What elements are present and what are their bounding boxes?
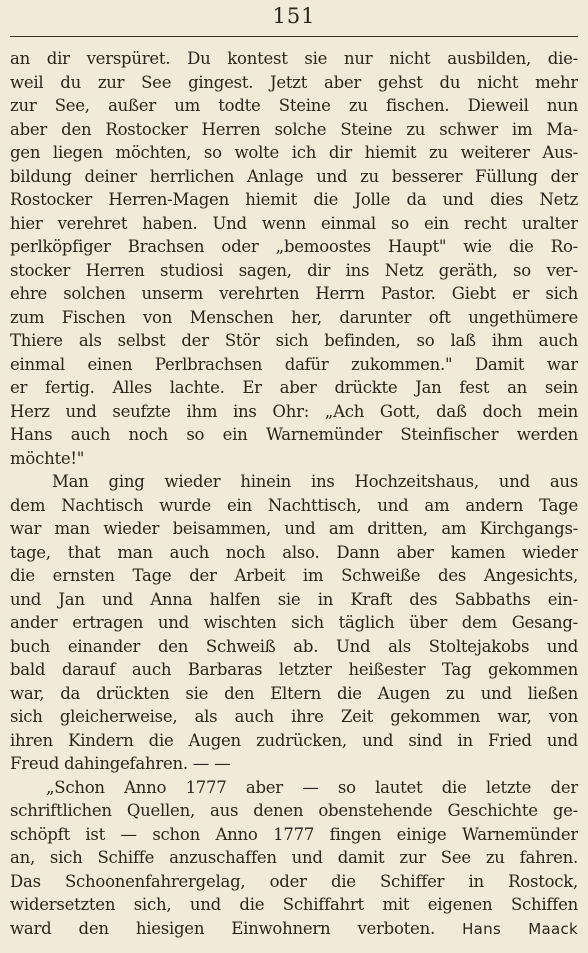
paragraph-start-line: Man ging wieder hinein ins Hochzeitshaus, und aus: [52, 472, 578, 491]
text-line: weil du zur See gingest. Jetzt aber gehst du nicht mehr: [10, 72, 578, 92]
text-line: er fertig. Alles lachte. Er aber drückte Jan fest an sein: [10, 378, 578, 397]
paragraph-start-line: „Schon Anno 1777 aber — so lautet die letzte der: [46, 777, 578, 797]
text-line: schöpft ist — schon Anno 1777 fingen einige Warnemünder: [10, 824, 578, 844]
text-line: bildung deiner herrlichen Anlage und zu besserer Füllung der: [10, 166, 578, 186]
text-line: Das Schoonenfahrergelag, oder die Schiffer in Rostock,: [10, 871, 578, 891]
text-line: ihren Kindern die Augen zudrücken, und sind in Fried und: [10, 730, 578, 750]
text-line: perlköpfiger Brachsen oder „bemoostes Haupt" wie die Ro-: [10, 237, 578, 256]
text-line: möchte!": [10, 448, 85, 468]
author-signature: Hans Maack: [462, 919, 578, 938]
page-number: 151: [272, 4, 316, 28]
text-line: Rostocker Herren-Magen hiemit die Jolle da und dies Netz: [10, 190, 578, 209]
final-line-text: ward den hiesigen Einwohnern verboten.: [10, 918, 435, 938]
text-line: schriftlichen Quellen, aus denen obenstehende Geschichte ge-: [10, 801, 578, 820]
text-line: gen liegen möchten, so wolte ich dir hiemit zu weiterer Aus-: [10, 143, 578, 162]
text-line: an dir verspüret. Du kontest sie nur nicht ausbilden, die-: [10, 49, 578, 68]
text-line: ander ertragen und wischten sich täglich über dem Gesang-: [10, 613, 578, 632]
text-line: aber den Rostocker Herren solche Steine zu schwer im Ma-: [10, 119, 578, 139]
text-line: Hans auch noch so ein Warnemünder Steinfischer werden: [10, 425, 578, 444]
text-line: und Jan und Anna halfen sie in Kraft des Sabbaths ein-: [10, 589, 578, 609]
text-line: hier verehret haben. Und wenn einmal so ein recht uralter: [10, 213, 578, 233]
text-line: dem Nachtisch wurde ein Nachttisch, und am andern Tage: [10, 495, 578, 515]
text-line: Freud dahingefahren. — —: [10, 754, 231, 773]
body-text: [10, 47, 578, 940]
text-line: einmal einen Perlbrachsen dafür zukommen." Damit war: [10, 354, 578, 374]
text-line: buch einander den Schweiß ab. Und als Stoltejakobs und: [10, 636, 578, 656]
text-line: bald darauf auch Barbaras letzter heißester Tag gekommen: [10, 660, 578, 679]
text-line: war man wieder beisammen, und am dritten, am Kirchgangs-: [10, 519, 578, 538]
text-line: widersetzten sich, und die Schiffahrt mit eigenen Schiffen: [10, 895, 578, 914]
text-line: sich gleicherweise, als auch ihre Zeit gekommen war, von: [10, 707, 578, 726]
final-line: [10, 917, 578, 941]
text-line: an, sich Schiffe anzuschaffen und damit zur See zu fahren.: [10, 848, 578, 867]
text-line: ehre solchen unserm verehrten Herrn Pastor. Giebt er sich: [10, 284, 578, 303]
text-line: die ernsten Tage der Arbeit im Schweiße des Angesichts,: [10, 566, 578, 585]
text-line: tage, that man auch noch also. Dann aber kamen wieder: [10, 542, 578, 562]
text-line: zur See, außer um todte Steine zu fischen. Dieweil nun: [10, 96, 578, 115]
text-line: war, da drückten sie den Eltern die Augen zu und ließen: [10, 683, 578, 703]
text-line: Thiere als selbst der Stör sich befinden, so laß ihm auch: [10, 331, 578, 350]
header-rule: [10, 36, 578, 37]
text-line: stocker Herren studiosi sagen, dir ins Netz geräth, so ver-: [10, 260, 578, 280]
text-line: zum Fischen von Menschen her, darunter oft ungethümere: [10, 307, 578, 327]
text-line: Herz und seufzte ihm ins Ohr: „Ach Gott, daß doch mein: [10, 401, 578, 421]
